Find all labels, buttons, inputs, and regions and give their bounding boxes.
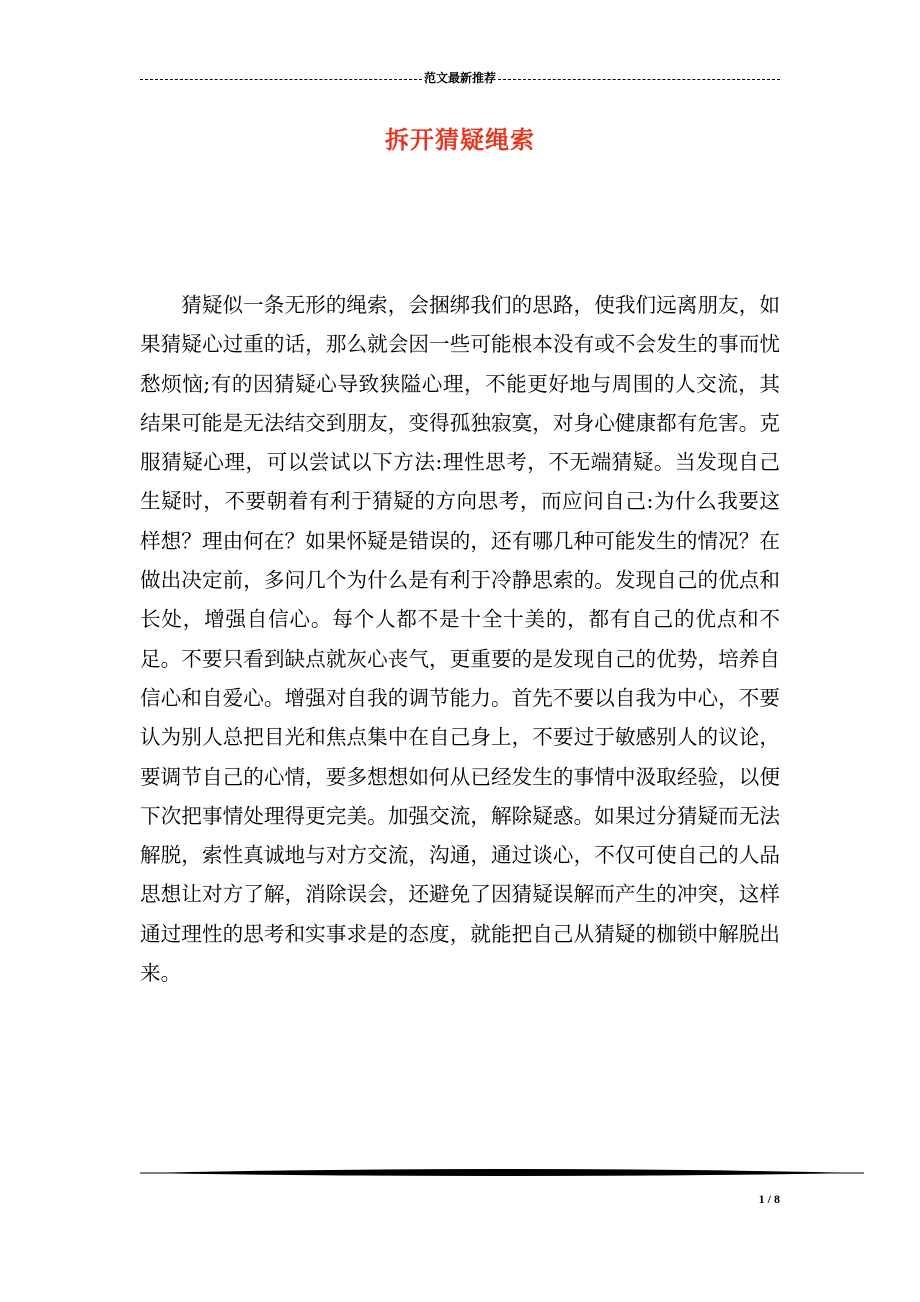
- header-dash-left: [140, 79, 422, 80]
- header-banner: [140, 68, 780, 88]
- header-dash-right: [498, 79, 780, 80]
- document-title: 拆开猜疑绳索: [385, 125, 535, 154]
- footer-rule: [140, 1166, 864, 1180]
- page-number: 1 / 8: [758, 1192, 780, 1206]
- header-label: 范文最新推荐: [424, 71, 497, 85]
- body-paragraph: 猜疑似一条无形的绳索，会捆绑我们的思路，使我们远离朋友，如果猜疑心过重的话，那么就会因一些可能根本没有或不会发生的事而忧愁烦恼;有的因猜疑心导致狭隘心理，不能更好地与周围的人交流，其结果可能是无法结交到朋友，变得孤独寂寞，对身心健康都有危害。克服猜疑心理，可以尝试以下方法:理性思考，不无端猜疑。当发现自己生疑时，不要朝着有利于猜疑的方向思考，而应问自己:为什么我要这样想？理由何在？如果怀疑是错误的，还有哪几种可能发生的情况？在做出决定前，多问几个为什么是有利于冷静思索的。发现自己的优点和长处，增强自信心。每个人都不是十全十美的，都有自己的优点和不足。不要只看到缺点就灰心丧气，更重要的是发现自己的优势，培养自信心和自爱心。增强对自我的调节能力。首先不要以自我为中心，不要认为别人总把目光和焦点集中在自己身上，不要过于敏感别人的议论，要调节自己的心情，要多想想如何从已经发生的事情中汲取经验，以便下次把事情处理得更完美。加强交流，解除疑惑。如果过分猜疑而无法解脱，索性真诚地与对方交流，沟通，通过谈心，不仅可使自己的人品思想让对方了解，消除误会，还避免了因猜疑误解而产生的冲突，这样通过理性的思考和实事求是的态度，就能把自己从猜疑的枷锁中解脱出来。: [140, 293, 780, 986]
